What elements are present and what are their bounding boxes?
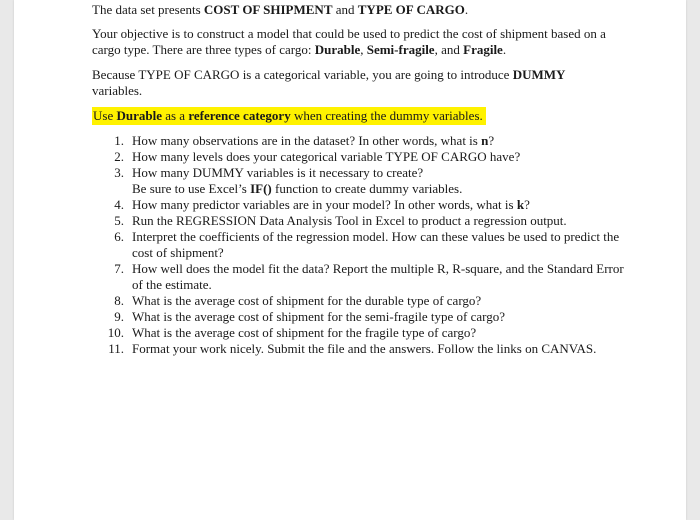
reference-category-keyword: reference category (188, 108, 291, 123)
list-item: 6. Interpret the coefficients of the regression model. How can these values be used to predict the cost of shipment? (92, 229, 632, 261)
list-item: 9. What is the average cost of shipment for the semi-fragile type of cargo? (92, 309, 632, 325)
item-number: 8. (114, 293, 124, 308)
item-number: 2. (114, 149, 124, 164)
reference-durable: Durable (116, 108, 162, 123)
list-item: 7. How well does the model fit the data? Report the multiple R, R-square, and the Standard Error of the estimate. (92, 261, 632, 293)
item-number: 11. (108, 341, 124, 356)
objective-paragraph: Your objective is to construct a model that could be used to predict the cost of shipment based on a cargo type. There are three types of cargo: Durable, Semi-fragile, and Fragile. (92, 26, 606, 57)
list-item: 4. How many predictor variables are in your model? In other words, what is k? (92, 197, 632, 213)
item-number: 1. (114, 133, 124, 148)
list-item: 1. How many observations are in the dataset? In other words, what is n? (92, 133, 632, 149)
item-number: 7. (114, 261, 124, 276)
item-number: 5. (114, 213, 124, 228)
list-item: 8. What is the average cost of shipment for the durable type of cargo? (92, 293, 632, 309)
cargo-type-durable: Durable (314, 42, 361, 57)
item-number: 3. (114, 165, 124, 180)
question-list (92, 133, 632, 357)
dummy-keyword: DUMMY (512, 67, 566, 82)
list-item: 2. How many levels does your categorical variable TYPE OF CARGO have? (92, 149, 632, 165)
list-item: 11. Format your work nicely. Submit the file and the answers. Follow the links on CANVAS. (92, 341, 632, 357)
item-number: 9. (114, 309, 124, 324)
item-number: 10. (107, 325, 124, 340)
intro-paragraph: The data set presents COST OF SHIPMENT and TYPE OF CARGO. (92, 2, 469, 17)
item-number: 6. (114, 229, 124, 244)
variable-name-cargo: TYPE OF CARGO (357, 2, 465, 17)
item-number: 4. (114, 197, 124, 212)
variable-name-cost: COST OF SHIPMENT (203, 2, 333, 17)
highlighted-instruction: Use Durable as a reference category when creating the dummy variables. (92, 107, 486, 125)
list-item: 3. How many DUMMY variables is it necessary to create? Be sure to use Excel’s IF() function to create dummy variables. (92, 165, 632, 197)
list-item: 10. What is the average cost of shipment for the fragile type of cargo? (92, 325, 632, 341)
dummy-paragraph: Because TYPE OF CARGO is a categorical variable, you are going to introduce DUMMY variables. (92, 67, 566, 98)
document-page (14, 0, 686, 520)
cargo-type-fragile: Fragile (463, 42, 503, 57)
list-item: 5. Run the REGRESSION Data Analysis Tool in Excel to product a regression output. (92, 213, 632, 229)
cargo-type-semifragile: Semi-fragile (366, 42, 435, 57)
